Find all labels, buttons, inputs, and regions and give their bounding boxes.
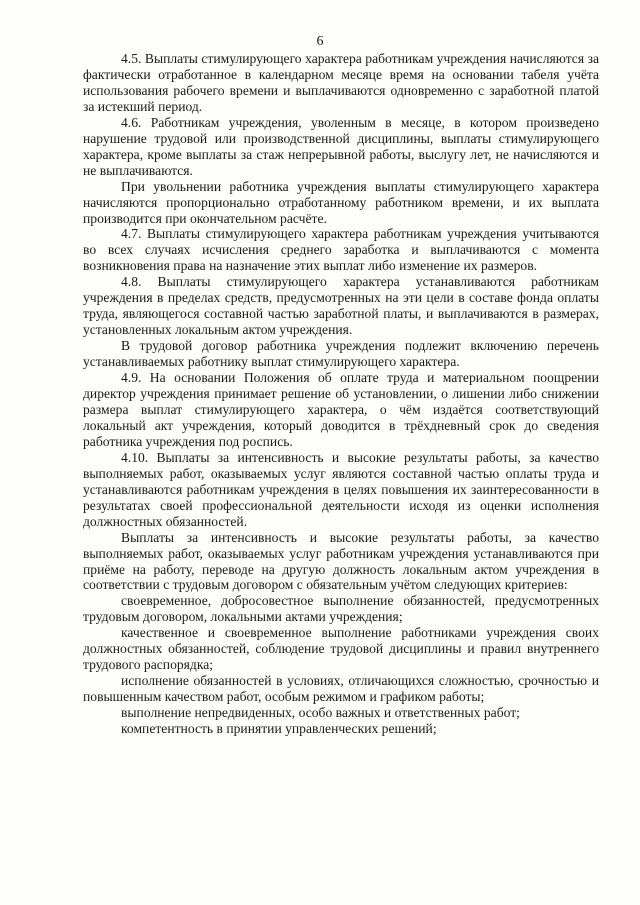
paragraph-4-5: 4.5. Выплаты стимулирующего характера работникам учреждения начисляются за фактически отработанное в календарном месяце время на основании табеля учёта использования рабочего времени и выплачиваются одновременно с заработной платой за истекший период. (83, 51, 599, 114)
paragraph-4-10: 4.10. Выплаты за интенсивность и высокие результаты работы, за качество выполняемых работ, оказываемых услуг являются составной частью оплаты труда и устанавливаются работникам учреждения в целях повышения их заинтересованности в результатах своей профессиональной деятельности исходя из оценки исполнения должностных обязанностей. (83, 449, 599, 529)
page-number: 6 (316, 34, 324, 49)
paragraph-4-6: 4.6. Работникам учреждения, уволенным в месяце, в котором произведено нарушение трудовой или производственной дисциплины, выплаты стимулирующего характера, кроме выплаты за стаж непрерывной работы, выслугу лет, не начисляются и не выплачиваются. (83, 114, 599, 178)
paragraph-criteria-intro: Выплаты за интенсивность и высокие результаты работы, за качество выполняемых работ, оказываемых услуг работникам учреждения устанавливаются при приёме на работу, переводе на другую должность локальным актом учреждения в соответствии с трудовым договором с обязательным учётом следующих критериев: (83, 529, 599, 593)
paragraph-dismissal: При увольнении работника учреждения выплаты стимулирующего характера начисляются пропорционально отработанному работником времени, и их выплата производится при окончательном расчёте. (83, 178, 599, 226)
criterion-item: качественное и своевременное выполнение работниками учреждения своих должностных обязанностей, соблюдение трудовой дисциплины и правил внутреннего трудового распорядка; (83, 625, 599, 673)
paragraph-4-7: 4.7. Выплаты стимулирующего характера работникам учреждения учитываются во всех случаях исчисления среднего заработка и выплачиваются с момента возникновения права на назначение этих выплат либо изменение их размеров. (83, 226, 599, 274)
paragraph-4-9: 4.9. На основании Положения об оплате труда и материальном поощрении директор учреждения принимает решение об установлении, о лишении либо снижении размера выплат стимулирующего характера, о чём издаётся соответствующий локальный акт учреждения, который доводится в трёхдневный срок до сведения работника учреждения под роспись. (83, 370, 599, 449)
paragraph-labor-contract: В трудовой договор работника учреждения подлежит включению перечень устанавливаемых работнику выплат стимулирующего характера. (83, 338, 599, 370)
criterion-item: выполнение непредвиденных, особо важных и ответственных работ; (121, 705, 520, 721)
document-body (83, 51, 599, 737)
criterion-item: своевременное, добросовестное выполнение обязанностей, предусмотренных трудовым договором, локальными актами учреждения; (83, 593, 599, 625)
criterion-item: исполнение обязанностей в условиях, отличающихся сложностью, срочностью и повышенным качеством работ, особым режимом и графиком работы; (83, 673, 599, 705)
paragraph-4-8: 4.8. Выплаты стимулирующего характера устанавливаются работникам учреждения в пределах средств, предусмотренных на эти цели в составе фонда оплаты труда, являющегося составной частью заработной платы, и выплачиваются в размерах, установленных локальным актом учреждения. (83, 274, 599, 338)
criterion-item: компетентность в принятии управленческих решений; (121, 721, 437, 737)
